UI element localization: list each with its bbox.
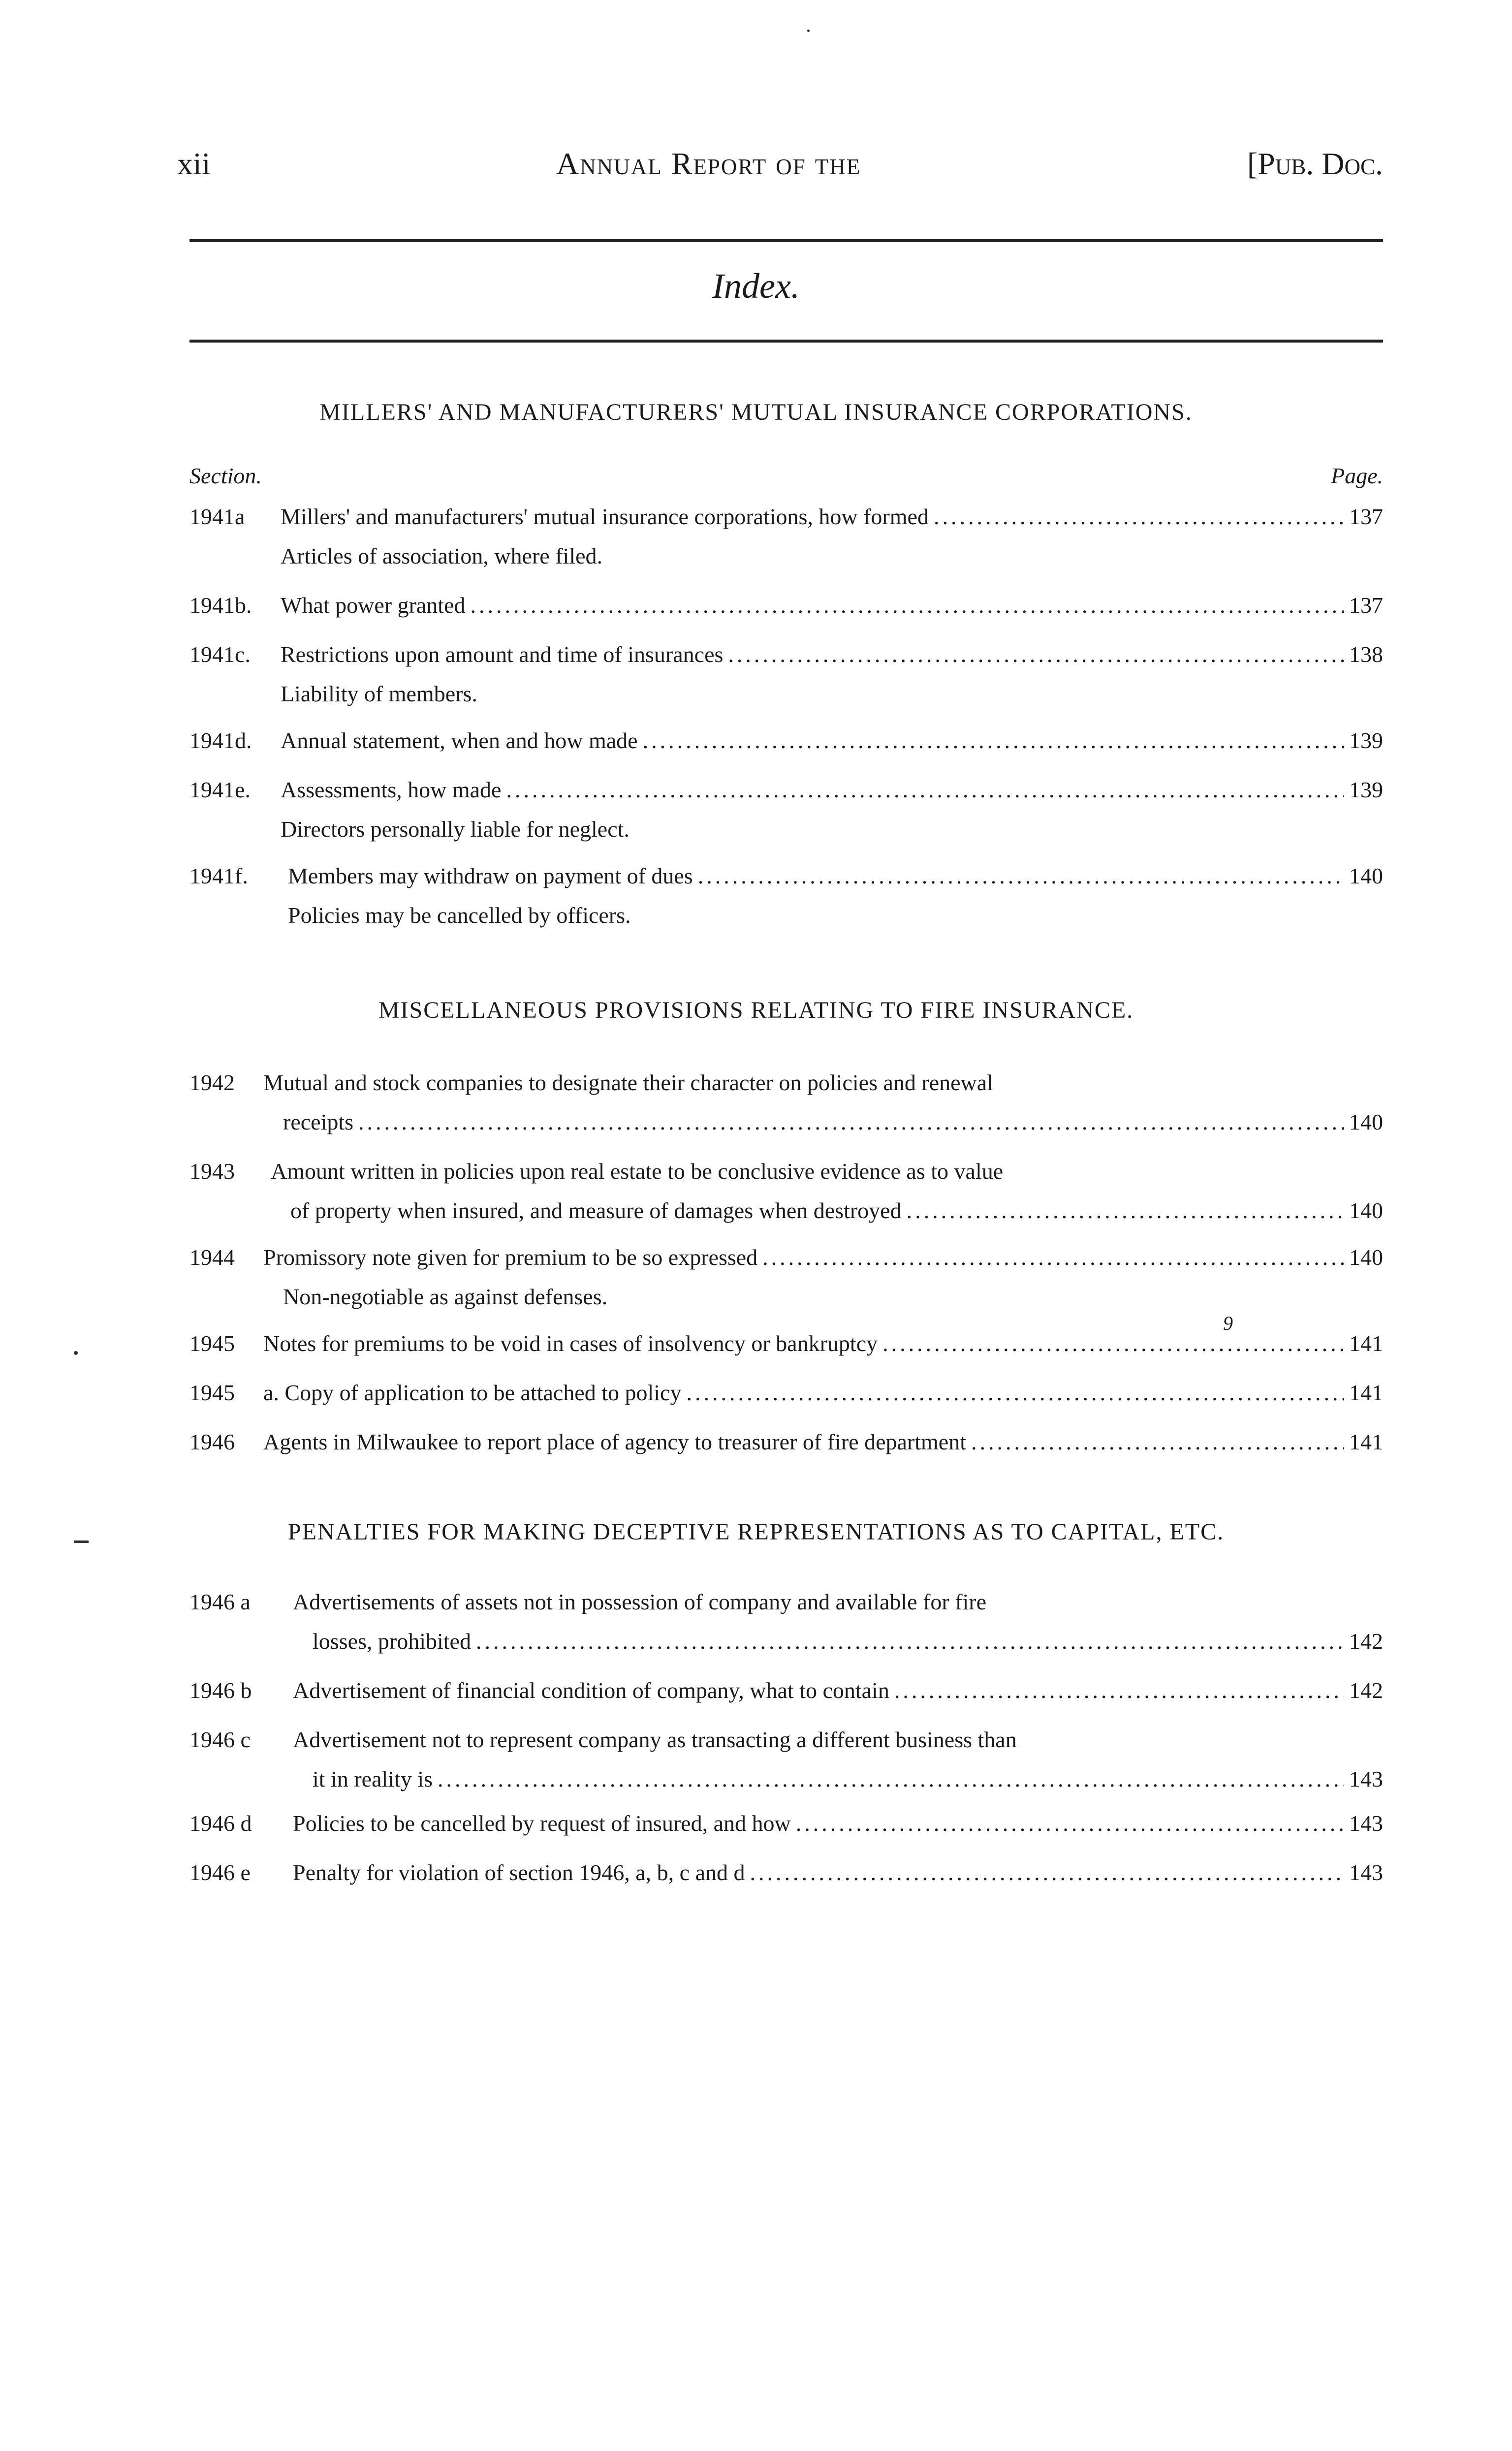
- leader-dots: [796, 1804, 1344, 1843]
- leader-dots: [728, 635, 1344, 674]
- entry-line: [281, 497, 1383, 536]
- entry-line: [293, 1804, 1383, 1843]
- entry-text: Promissory note given for premium to be so expressed: [263, 1245, 758, 1270]
- page-number: 137: [1349, 504, 1383, 529]
- section-number: 1943: [189, 1159, 235, 1184]
- entry-line: Advertisement not to represent company as transacting a different business than: [293, 1727, 1017, 1752]
- entry-line: [281, 635, 1383, 674]
- entry-text: Agents in Milwaukee to report place of agency to treasurer of fire department: [263, 1429, 966, 1454]
- entry-text: losses, prohibited: [313, 1629, 471, 1654]
- section-number: 1945: [189, 1331, 235, 1356]
- bottom-rule: [189, 340, 1383, 343]
- page-number: 140: [1349, 1245, 1383, 1270]
- page-number: 141: [1349, 1429, 1383, 1454]
- entry-note: Non-negotiable as against defenses.: [283, 1284, 608, 1309]
- entry-text: Penalty for violation of section 1946, a, b, c and d: [293, 1860, 745, 1885]
- entry-line: Mutual and stock companies to designate their character on policies and renewal: [263, 1070, 993, 1095]
- entry-line: [281, 721, 1383, 760]
- entry-line: Advertisements of assets not in possession of company and available for fire: [293, 1589, 987, 1614]
- entry-text: Members may withdraw on payment of dues: [288, 863, 693, 888]
- section-number: 1946 b: [189, 1678, 252, 1703]
- entry-line: [271, 1191, 1383, 1230]
- section-number: 1946 e: [189, 1860, 251, 1885]
- entry-line: [293, 1622, 1383, 1661]
- section-number: 1946: [189, 1429, 235, 1454]
- entry-line: [288, 856, 1383, 896]
- entry-text: it in reality is: [313, 1766, 433, 1791]
- leader-dots: [750, 1853, 1344, 1892]
- leader-dots: [882, 1324, 1344, 1363]
- page-number: 139: [1349, 728, 1383, 753]
- document-label: [Pub. Doc.: [1247, 146, 1383, 181]
- page-number: 143: [1349, 1811, 1383, 1836]
- section-number: 1941e.: [189, 777, 251, 802]
- entry-line: [293, 1760, 1383, 1799]
- leader-dots: [762, 1238, 1344, 1277]
- section-number: 1944: [189, 1245, 235, 1270]
- section-heading-miscellaneous: MISCELLANEOUS PROVISIONS RELATING TO FIRE INSURANCE.: [378, 997, 1134, 1023]
- section-number: 1946 a: [189, 1589, 251, 1614]
- index-title: Index.: [712, 266, 800, 306]
- entry-line: [293, 1671, 1383, 1710]
- page-folio: xii: [177, 146, 211, 181]
- top-rule: [189, 239, 1383, 242]
- entry-note: Articles of association, where filed.: [281, 543, 602, 568]
- leader-dots: [506, 770, 1344, 810]
- entry-text: Restrictions upon amount and time of insurances: [281, 642, 724, 667]
- column-heading-section: Section.: [189, 463, 262, 488]
- entry-line: [263, 1373, 1383, 1413]
- entry-text: Advertisement of financial condition of company, what to contain: [293, 1678, 889, 1703]
- entry-line: [293, 1853, 1383, 1892]
- section-number: 1941d.: [189, 728, 252, 753]
- running-title: Annual Report of the: [556, 146, 861, 181]
- leader-dots: [471, 586, 1344, 625]
- section-number: 1941b.: [189, 593, 252, 618]
- entry-note: Policies may be cancelled by officers.: [288, 903, 631, 928]
- scan-speck: [807, 30, 810, 32]
- section-number: 1945: [189, 1380, 235, 1405]
- entry-line: [263, 1238, 1383, 1277]
- leader-dots: [476, 1622, 1344, 1661]
- entry-line: [281, 586, 1383, 625]
- page-number: 137: [1349, 593, 1383, 618]
- leader-dots: [971, 1422, 1344, 1462]
- leader-dots: [934, 497, 1344, 536]
- section-number: 1941f.: [189, 863, 248, 888]
- entry-text: Policies to be cancelled by request of insured, and how: [293, 1811, 791, 1836]
- entry-note: Liability of members.: [281, 681, 477, 706]
- stray-mark: 9: [1223, 1312, 1233, 1334]
- leader-dots: [894, 1671, 1344, 1710]
- section-number: 1946 d: [189, 1811, 252, 1836]
- page-number: 138: [1349, 642, 1383, 667]
- entry-text: Assessments, how made: [281, 777, 502, 802]
- page-number: 140: [1349, 1109, 1383, 1134]
- page-number: 140: [1349, 1198, 1383, 1223]
- entry-line: Amount written in policies upon real estate to be conclusive evidence as to value: [271, 1159, 1004, 1184]
- section-number: 1946 c: [189, 1727, 251, 1752]
- page-number: 142: [1349, 1678, 1383, 1703]
- page-number: 141: [1349, 1331, 1383, 1356]
- page-number: 143: [1349, 1860, 1383, 1885]
- running-head: [177, 146, 1383, 190]
- entry-text: Millers' and manufacturers' mutual insurance corporations, how formed: [281, 504, 929, 529]
- entry-text: Annual statement, when and how made: [281, 728, 638, 753]
- scan-mark: [74, 1540, 89, 1543]
- leader-dots: [907, 1191, 1344, 1230]
- entry-line: [263, 1102, 1383, 1142]
- section-number: 1942: [189, 1070, 235, 1095]
- leader-dots: [438, 1760, 1344, 1799]
- entry-line: [263, 1324, 1383, 1363]
- page-number: 141: [1349, 1380, 1383, 1405]
- section-number: 1941a: [189, 504, 245, 529]
- entry-line: [281, 770, 1383, 810]
- section-number: 1941c.: [189, 642, 251, 667]
- entry-text: a. Copy of application to be attached to policy: [263, 1380, 682, 1405]
- scan-speck: [74, 1351, 78, 1355]
- entry-text: of property when insured, and measure of damages when destroyed: [290, 1198, 902, 1223]
- column-heading-page: Page.: [1330, 463, 1383, 488]
- section-heading-millers: MILLERS' AND MANUFACTURERS' MUTUAL INSURANCE CORPORATIONS.: [319, 399, 1193, 425]
- entry-text: Notes for premiums to be void in cases of insolvency or bankruptcy: [263, 1331, 878, 1356]
- entry-line: [263, 1422, 1383, 1462]
- leader-dots: [698, 856, 1344, 896]
- leader-dots: [686, 1373, 1344, 1413]
- entry-text: receipts: [283, 1109, 354, 1134]
- leader-dots: [643, 721, 1344, 760]
- page-number: 143: [1349, 1766, 1383, 1791]
- section-heading-penalties: PENALTIES FOR MAKING DECEPTIVE REPRESENTATIONS AS TO CAPITAL, ETC.: [287, 1519, 1225, 1545]
- page-number: 142: [1349, 1629, 1383, 1654]
- page-number: 139: [1349, 777, 1383, 802]
- page-number: 140: [1349, 863, 1383, 888]
- entry-note: Directors personally liable for neglect.: [281, 817, 630, 842]
- entry-text: What power granted: [281, 593, 466, 618]
- leader-dots: [358, 1102, 1344, 1142]
